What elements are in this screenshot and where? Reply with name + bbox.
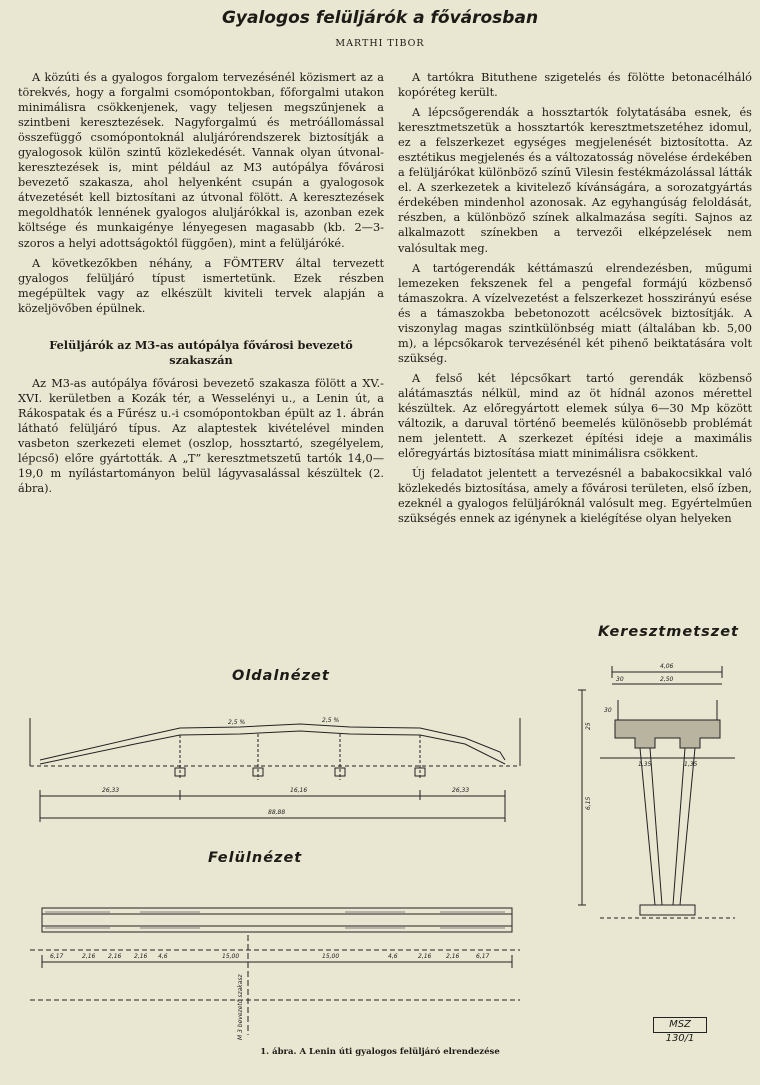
plan-dim: 4,6 — [158, 953, 168, 960]
plan-dim: 2,16 — [134, 953, 148, 960]
paragraph: A lépcsőgerendák a hossztartók folytatásába esnek, és keresztmetszetük a hossztartók keresztmetszetéhez idomul, ez a felszerkezet egységes megjelenését biztosította. Az esztétikus megjelenés és a változatosság növelése érdekében a felüljárókat különböző színű Vilesin festékmázolással látták el. A szerkezetek a kivitelező kívánságára, a sorozatgyártás érdekében mindenhol azonosak. Az egyhangúság feloldását, részben, a különböző színek alkalmazása segíti. Sajnos az alkalmazott színekben a tervezői elképzelések nem valósultak meg. — [398, 106, 752, 255]
side-dim-total: 88,88 — [268, 809, 286, 816]
road-label: M 3 bevezető szakasz — [237, 974, 244, 1040]
side-dim-right: 26,33 — [452, 787, 470, 794]
section-dim-top: 4,06 — [660, 663, 674, 670]
paragraph: A következőkben néhány, a FÖMTERV által tervezett gyalogos felüljáró típust ismertetünk. Ezek részben megépültek vagy az elkészült kiviteli tervek alapján a közeljövőben épülnek. — [18, 256, 384, 315]
section-view-label: Keresztmetszet — [598, 624, 739, 640]
section-heading: Felüljárók az M3-as autópálya fővárosi bevezető szakaszán — [49, 337, 353, 367]
paragraph: Az M3-as autópálya fővárosi bevezető szakasza fölött a XV.-XVI. kerületben a Kozák tér, a Wesselényi u., a Lenin út, a Rákospatak és a Fűrész u.-i csomópontokban épült az 1. ábrán látható felüljáró típus. Az alaptestek kivételével minden vasbeton szerkezeti elemet (oszlop, hossztartó, szegélyelem, lépcső) előre gyártották. A „T” keresztmetszetű tartók 14,0—19,0 m nyílástartományon belül lágyvasalással készültek (2. ábra). — [18, 376, 384, 496]
article-title: Gyalogos felüljárók a fővárosban — [221, 8, 539, 28]
plan-dim: 15,00 — [322, 953, 340, 960]
plan-dim: 2,16 — [82, 953, 96, 960]
side-dim-middle: 16,16 — [290, 787, 308, 794]
section-height: 6,15 — [585, 796, 592, 810]
paragraph: A közúti és a gyalogos forgalom tervezésénél közismert az a törekvés, hogy a forgalmi csomópontokban, főforgalmi utakon minimálisra csökkenjenek, vagy teljesen megszűnjenek a szintbeni keresztezések. Nagyforgalmú és metróállomással összefüggő csomópontoknál aluljárórendszerek biztosítják a gyalogosok külön szintű közlekedését. Vannak olyan útvonal-keresztezések is, mint például az M3 autópálya fővárosi bevezető szakasza, ahol helyenként csupán a gyalogosok átvezetését kell biztosítani az útvonal fölött. A keresztezések megoldhatók lennének gyalogos aluljárókkal is, azonban ezek költsége és munkaigénye lényegesen magasabb (kb. 2—3-szoros a helyi adottságoktól függően), mint a felüljáróké. — [18, 71, 384, 250]
side-view-label: Oldalnézet — [232, 668, 330, 684]
plan-dim: 6,17 — [50, 953, 64, 960]
paragraph: A tartógerendák kéttámaszú elrendezésben, műgumi lemezeken fekszenek fel a pengefal formájú közbenső támaszokra. A vízelvezetést a felszerkezet hosszirányú esése és a támaszokba bebetonozott acélcsövek biztosítják. A viszonylag magas szintkülönbség miatt (általában kb. 5,00 m), a lépcsőkarok tervezésénél két pihenő beiktatására volt szükség. — [398, 261, 752, 365]
plan-view-label: Felülnézet — [208, 850, 303, 866]
plan-dim: 15,00 — [222, 953, 240, 960]
section-dim: 1,35 — [638, 761, 652, 768]
plan-dim: 2,16 — [446, 953, 460, 960]
section-dim: 30 — [616, 676, 624, 683]
paragraph: A tartókra Bituthene szigetelés és fölötte betonacélháló kopóréteg került. — [398, 71, 752, 100]
plan-dim: 4,6 — [388, 953, 398, 960]
paragraph: Új feladatot jelentett a tervezésnél a babakocsikkal való közlekedés biztosítása, amely a fővárosi területen, első ízben, ezeknél a gyalogos felüljáróknál valósult meg. Egyértelműen szükségés ennek az igénynek a kielégítése olyan helyeken — [398, 467, 752, 526]
plan-dim: 6,17 — [476, 953, 490, 960]
drawing-stamp: MSZ 130/1 — [653, 1017, 707, 1033]
plan-dim: 2,16 — [108, 953, 122, 960]
section-dim: 1,35 — [684, 761, 698, 768]
section-dim: 25 — [585, 722, 592, 730]
figure-caption: 1. ábra. A Lenin úti gyalogos felüljáró elrendezése — [260, 1047, 500, 1057]
slope-right-label: 2,5 % — [322, 717, 340, 724]
side-dim-left: 26,33 — [102, 787, 120, 794]
slope-left-label: 2,5 % — [228, 719, 246, 726]
paragraph: A felső két lépcsőkart tartó gerendák közbenső alátámasztás nélkül, mind az öt hídnál azonos mérettel készültek. Az előregyártott elemek súlya 6—30 Mp között változik, a daruval történő beemelés különösebb problémát nem jelentett. A szerkezet építési ideje a maximális előregyártás biztosítása miatt minimálisra csökkent. — [398, 371, 752, 461]
section-dim: 30 — [604, 707, 612, 714]
plan-dim: 2,16 — [418, 953, 432, 960]
deck-bottom-line — [40, 731, 505, 764]
author: MARTHI TIBOR — [335, 38, 425, 49]
deck-top-line — [40, 724, 505, 760]
section-dim: 2,50 — [660, 676, 674, 683]
